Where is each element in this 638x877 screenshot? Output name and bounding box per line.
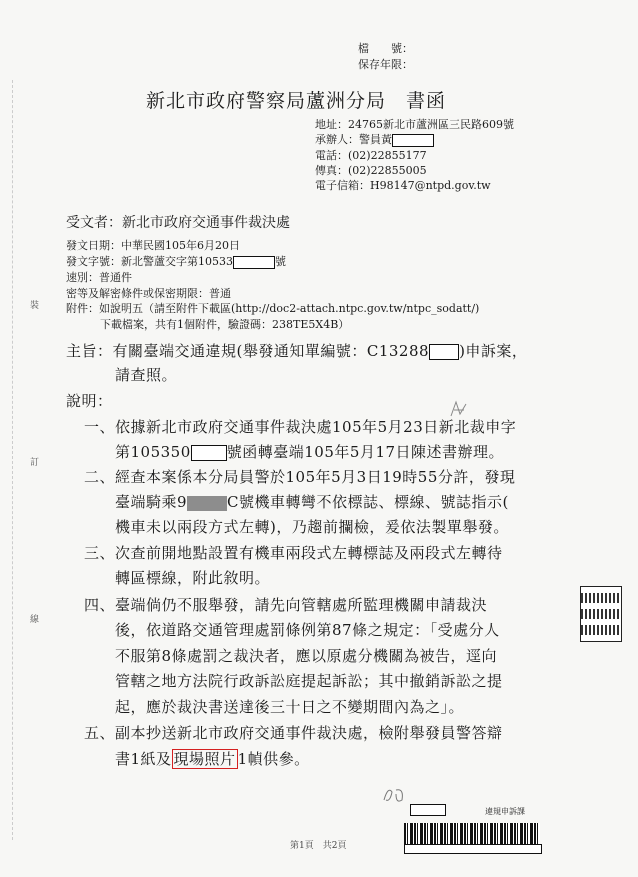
binding-mark-xian: 線: [30, 615, 40, 625]
item-2-line-2: [115, 491, 509, 512]
binding-line: [12, 80, 13, 840]
item-4-line-4: 管轄之地方法院行政訴訟庭提起訴訟；其中撤銷訴訟之提: [115, 672, 503, 690]
explanation-label: 說明：: [66, 392, 113, 410]
stamp-stripe: [581, 609, 621, 619]
binding-mark-ding: 訂: [30, 458, 40, 468]
retention-period-label: 保存年限：: [358, 58, 413, 71]
department-label: 違規申訴課: [485, 807, 525, 816]
file-number-label: 檔 號：: [358, 42, 413, 55]
subject-line-2: 請查照。: [115, 366, 178, 384]
contact-phone: 電話：(02)22855177: [315, 149, 427, 162]
item-3-line-2: 轉區標線，附此敘明。: [115, 569, 271, 587]
item-5-line-2: [115, 748, 310, 769]
redacted-plate-number: [187, 496, 227, 511]
handwritten-mark: [448, 398, 472, 420]
redacted-document-number: [233, 256, 275, 269]
item-4-line-1: 四、臺端倘仍不服舉發，請先向管轄處所監理機關申請裁決: [84, 596, 488, 614]
document-number: [66, 253, 286, 269]
page-number: 第1頁 共2頁: [290, 841, 347, 851]
stamp-stripe: [581, 625, 621, 635]
subject-prefix: 主旨：有關臺端交通違規(舉發通知單編號：C13288: [66, 342, 430, 360]
receipt-stamp: [580, 586, 622, 642]
document-number-suffix: 號: [275, 255, 286, 268]
redacted-footer-code: [410, 804, 446, 816]
item-1-line-2: [115, 441, 504, 462]
security-class: 密等及解密條件或保密期限：普通: [66, 287, 231, 300]
item-4-line-2: 後，依道路交通管理處罰條例第87條之規定：「受處分人: [115, 621, 500, 639]
item-5-line-2-prefix: 書1紙及: [115, 750, 172, 768]
contact-address: 地址：24765新北市蘆洲區三民路609號: [315, 118, 514, 131]
item-4-line-5: 起，應於裁決書送達後三十日之不變期間內為之」。: [115, 698, 465, 716]
contact-fax: 傳真：(02)22855005: [315, 164, 427, 177]
item-3-line-1: 三、次查前開地點設置有機車兩段式左轉標誌及兩段式左轉待: [84, 544, 503, 562]
item-4-line-3: 不服第8條處罰之裁決者，應以原處分機關為被告，逕向: [115, 647, 498, 665]
item-5-line-2-suffix: 1幀供參。: [237, 750, 310, 768]
subject-suffix: )申訴案，: [459, 342, 528, 360]
redacted-ticket-number: [429, 344, 459, 360]
recipient: 受文者：新北市政府交通事件裁決處: [66, 215, 290, 231]
speed-class: 速別：普通件: [66, 271, 132, 284]
contact-email: 電子信箱：H98147@ntpd.gov.tw: [315, 179, 491, 192]
item-2-line-3: 機車未以兩段方式左轉)，乃趨前攔檢，爰依法製單舉發。: [115, 518, 509, 536]
redacted-reference-number: [191, 445, 227, 461]
site-photo-highlight: 現場照片: [173, 750, 236, 768]
item-2-line-2-prefix: 臺端騎乘9: [115, 493, 188, 511]
attachment-line-1: 附件：如說明五（請至附件下載區(http://doc2-attach.ntpc.gov.tw/ntpc_sodatt/): [66, 302, 480, 315]
item-2-line-2-suffix: C號機車轉彎不依標誌、標線、號誌指示(: [227, 493, 509, 511]
item-5-line-1: 五、副本抄送新北市政府交通事件裁決處，檢附舉發員警答辯: [84, 724, 503, 742]
stamp-stripe: [581, 593, 621, 603]
redacted-handler-name: [392, 134, 434, 147]
item-1-line-1: 一、依據新北市政府交通事件裁決處105年5月23日新北裁申字: [84, 418, 517, 436]
item-2-line-1: 二、經查本案係本分局員警於105年5月3日19時55分許，發現: [84, 468, 516, 486]
item-1-line-2-prefix: 第105350: [115, 443, 191, 461]
document-title: 新北市政府警察局蘆洲分局 書函: [146, 90, 447, 112]
binding-mark-zhuang: 裝: [30, 301, 40, 311]
handler-text: 承辦人：警員黃: [315, 133, 392, 146]
item-1-line-2-suffix: 號函轉臺端105年5月17日陳述書辦理。: [226, 443, 505, 461]
issue-date: 發文日期：中華民國105年6月20日: [66, 239, 240, 252]
subject-line-1: [66, 340, 527, 361]
redacted-barcode-number: [404, 844, 542, 854]
attachment-line-2: 下載檔案，共有1個附件，驗證碼：238TE5X4B）: [100, 318, 350, 331]
document-number-prefix: 發文字號：新北警蘆交字第10533: [66, 255, 233, 268]
contact-handler: [315, 131, 434, 147]
handwritten-annotation: [380, 780, 410, 808]
